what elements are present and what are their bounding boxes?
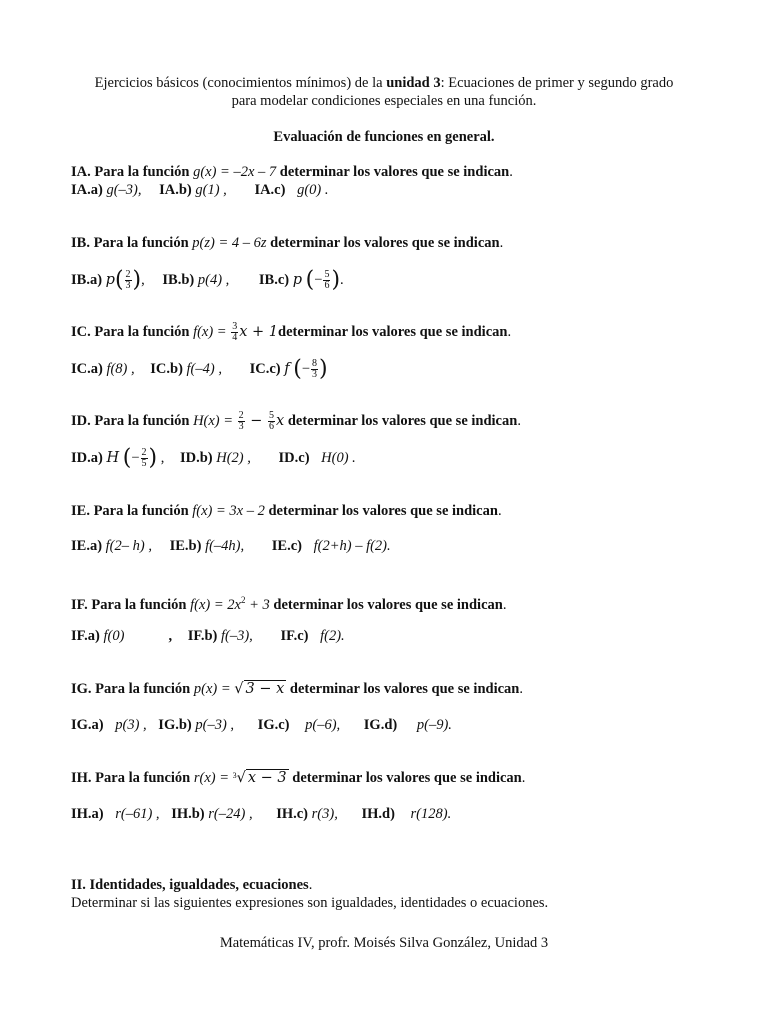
subtitle: Evaluación de funciones en general.	[273, 129, 495, 145]
header-line-1: Ejercicios básicos (conocimientos mínimos) de la unidad 3: Ecuaciones de primer y segundo grado	[94, 75, 674, 91]
part2-title: II. Identidades, igualdades, ecuaciones.	[71, 877, 313, 893]
section-ic-heading: IC. Para la función f(x) = $\frac{3}{4}$ x + 1determinar los valores que se indican.	[71, 321, 512, 344]
section-ia-items: IA.a) g(–3), IA.b) g(1) , IA.c) g(0) .	[71, 182, 329, 198]
section-ie-items: IE.a) f(2– h) , IE.b) f(–4h), IE.c) f(2+h) – f(2).	[71, 538, 391, 554]
section-ie-heading: IE. Para la función f(x) = 3x – 2 determinar los valores que se indican.	[71, 503, 502, 519]
section-id-heading: ID. Para la función H(x) = $\frac{2}{3}$ − $\frac{5}{6}$ x determinar los valores que se indican.	[71, 410, 521, 433]
section-ia-heading: IA. Para la función g(x) = –2x – 7 determinar los valores que se indican.	[71, 164, 513, 180]
section-ic-items: IC.a) f(8) , IC.b) f(–4) , IC.c) f (− $\frac{8}{3}$ )	[71, 356, 328, 382]
section-if-items: IF.a) f(0) , IF.b) f(–3), IF.c) f(2).	[71, 628, 345, 644]
section-ib-heading: IB. Para la función p(z) = 4 – 6z determinar los valores que se indican.	[71, 235, 504, 251]
section-if-heading: IF. Para la función $f(x) = 2x^2 + 3$ determinar los valores que se indican.	[71, 595, 507, 613]
footer: Matemáticas IV, profr. Moisés Silva González, Unidad 3	[219, 935, 549, 951]
header-line-2: para modelar condiciones especiales en una función.	[231, 93, 537, 109]
section-ih-items: IH.a) r(–61) , IH.b) r(–24) , IH.c) r(3), IH.d) r(128).	[71, 806, 452, 822]
section-ig-heading: IG. Para la función p(x) = √ 3 − x determinar los valores que se indican.	[71, 681, 523, 697]
section-ih-heading: IH. Para la función r(x) = $^3$√ x − 3 determinar los valores que se indican.	[71, 770, 526, 786]
part2-text: Determinar si las siguientes expresiones son igualdades, identidades o ecuaciones.	[71, 895, 549, 911]
section-ig-items: IG.a) p(3) , IG.b) p(–3) , IG.c) p(–6), IG.d) p(–9).	[71, 717, 452, 733]
section-id-items: ID.a) H (− $\frac{2}{5}$ ) , ID.b) H(2) , ID.c) H(0) .	[71, 445, 356, 471]
section-ib-items: IB.a) p( $\frac{2}{3}$ ), IB.b) p(4) , IB.c) p (− $\frac{5}{6}$ ).	[71, 267, 344, 293]
